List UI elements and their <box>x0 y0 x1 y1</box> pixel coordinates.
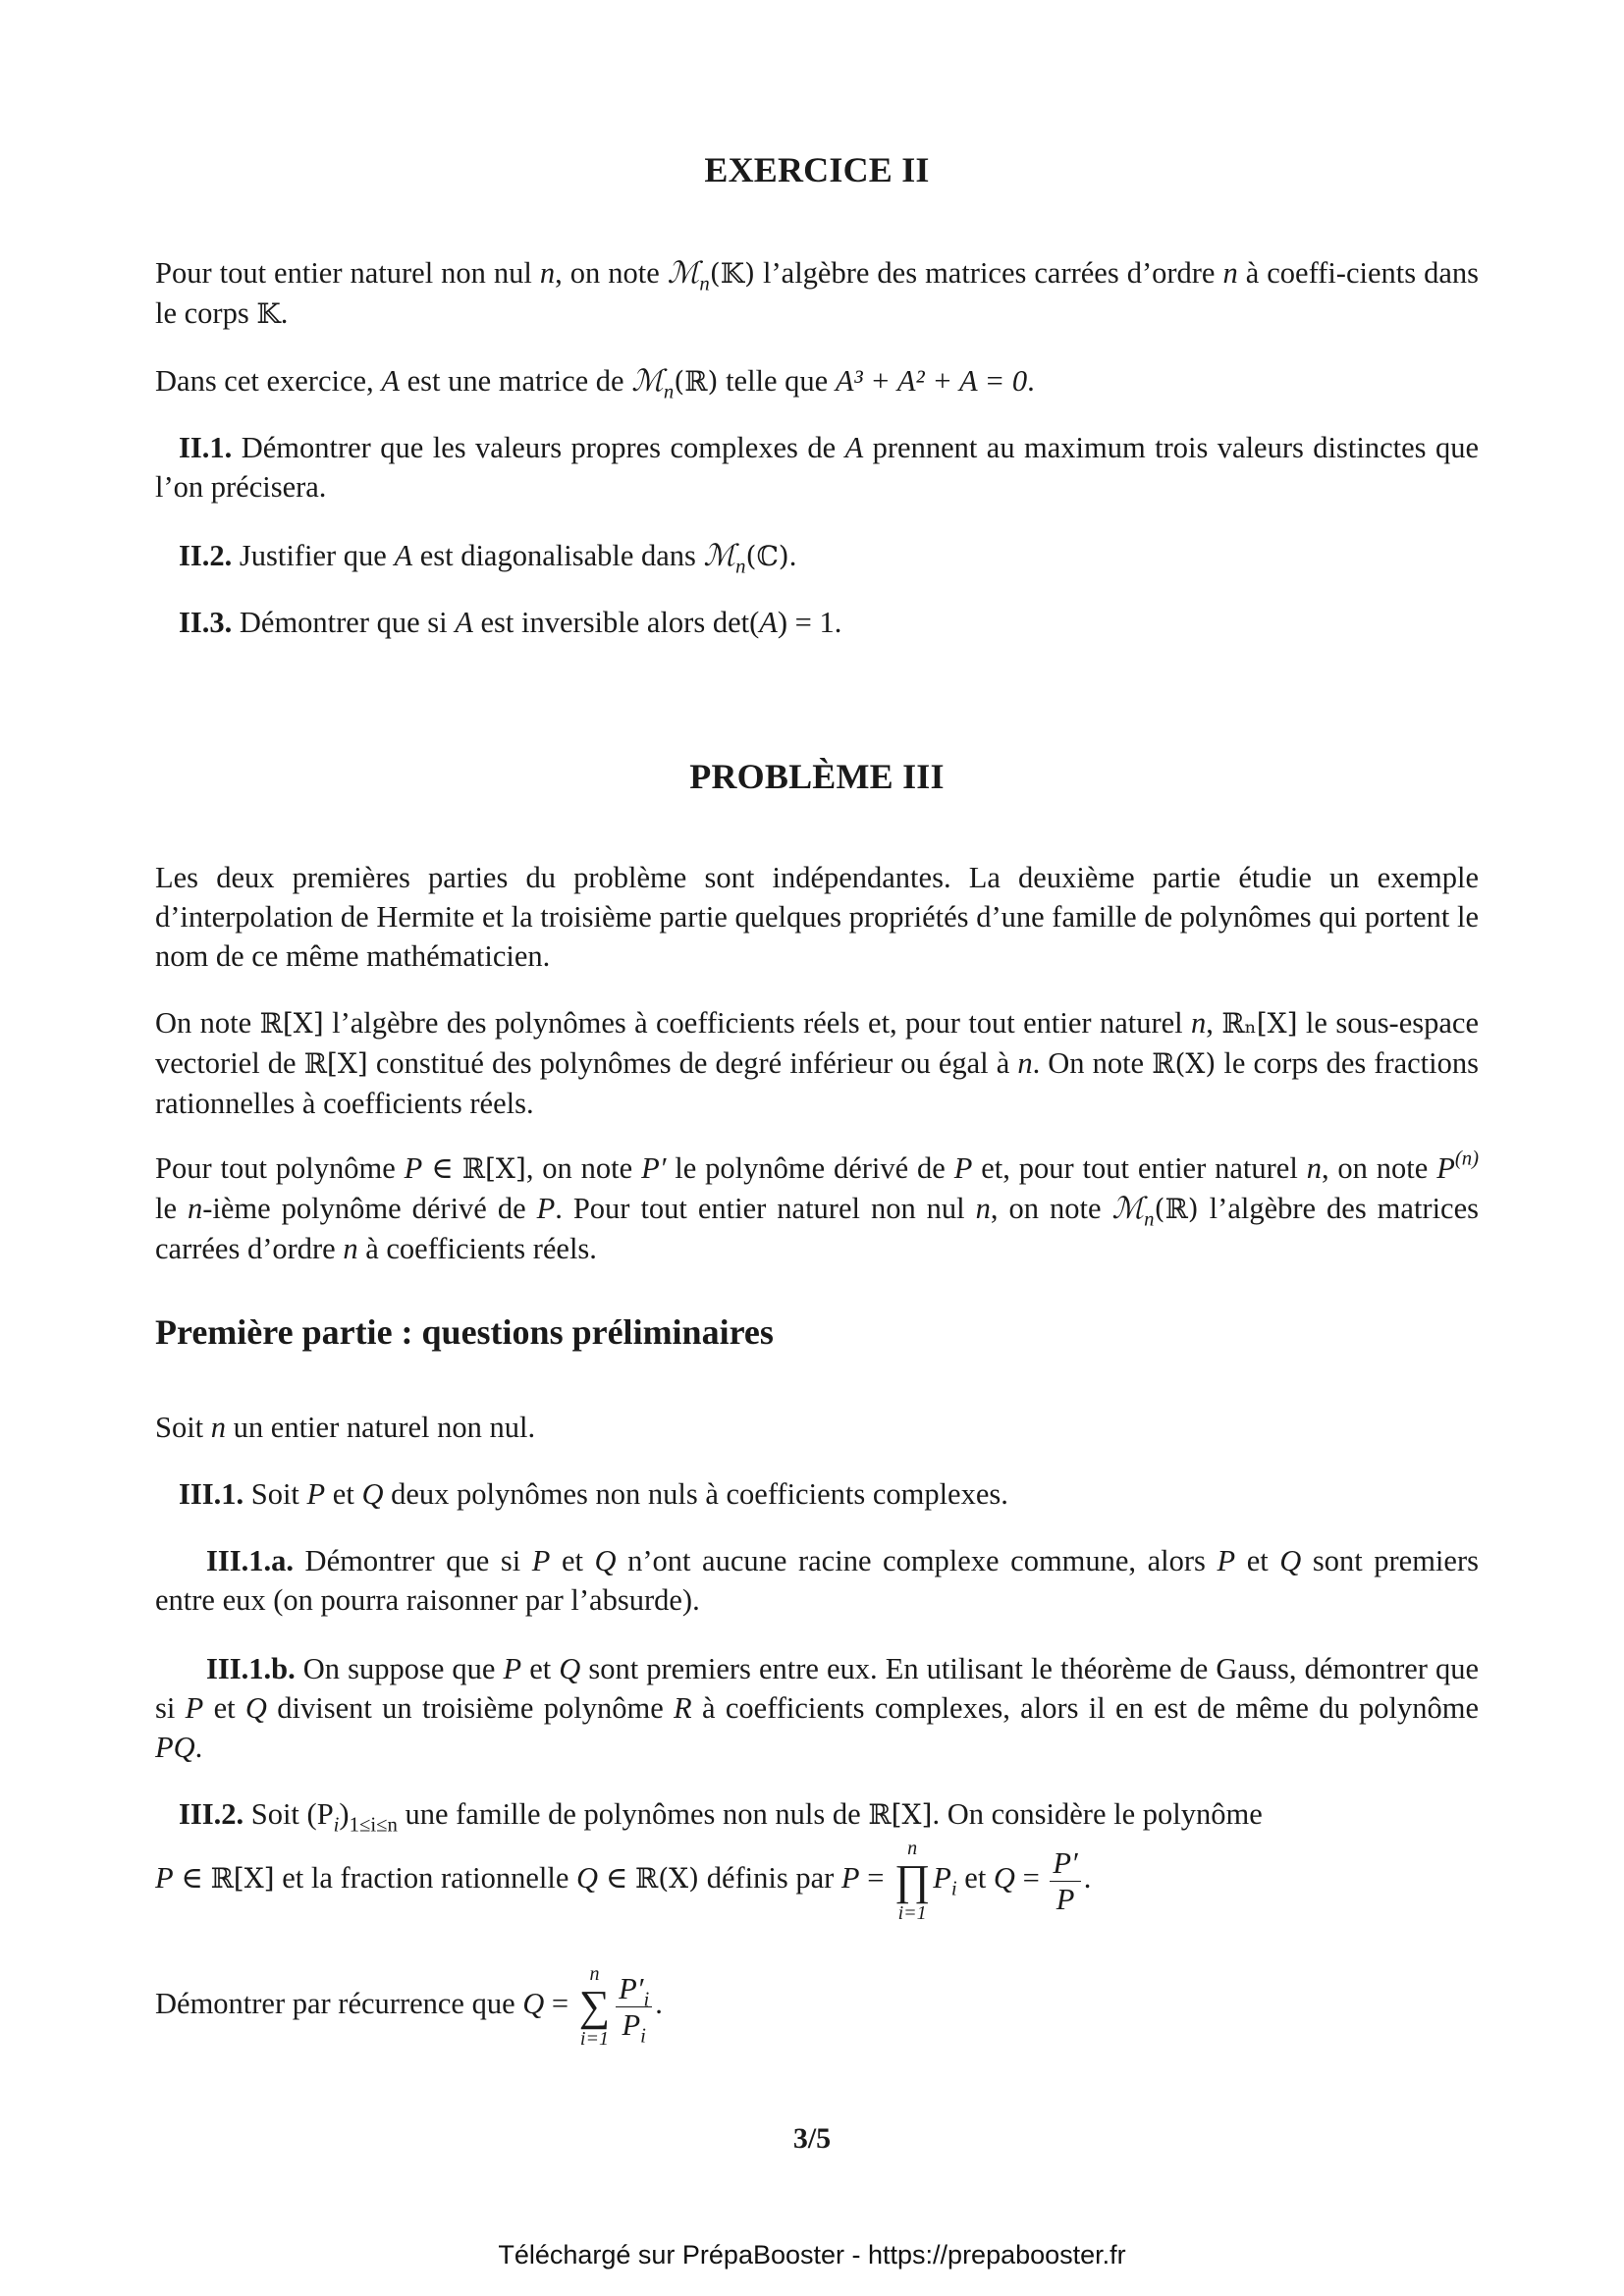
question-III-2-conclusion: Démontrer par récurrence que Q = n ∑ i=1 $\frac{P'_i}{P_i}$ . <box>155 1963 663 2050</box>
question-III-1-b: III.1.b. On suppose que P et Q sont premiers entre eux. En utilisant le théorème de Gauss, démontrer que si P et Q divisent un troisième polynôme R à coefficients complexes, alors il en est de même du polynôme PQ. <box>155 1652 1480 1764</box>
question-label: III.1.b. <box>206 1652 296 1685</box>
exercise-title: EXERCICE II <box>704 150 930 189</box>
page-number: 3/5 <box>792 2122 832 2155</box>
exercise-intro-1: Pour tout entier naturel non nul n, on note ℳ$_n$(𝕂) l’algèbre des matrices carrées d’ordre n à coeffi-cients dans le corps 𝕂. <box>155 256 1480 330</box>
question-III-1-a: III.1.a. Démontrer que si P et Q n’ont aucune racine complexe commune, alors P et Q sont premiers entre eux (on pourra raisonner par l’absurde). <box>155 1544 1479 1617</box>
problem-intro-1: Les deux premières parties du problème sont indépendantes. La deuxième partie étudie un exemple d’interpolation de Hermite et la troisième partie quelques propriétés d’une famille de polynômes qui portent le nom de ce même mathématicien. <box>155 861 1479 973</box>
question-III-2-definition: P ∈ ℝ[X] et la fraction rationnelle Q ∈ ℝ(X) définis par P = n ∏ i=1 $P_i$ et Q = $\frac{P'}{P}$ . <box>155 1838 1092 1924</box>
section-heading: Première partie : questions préliminaires <box>155 1312 774 1352</box>
problem-title: PROBLÈME III <box>689 757 945 796</box>
fraction: $\frac{P'}{P}$ <box>1050 1845 1080 1917</box>
problem-intro-2: On note ℝ[X] l’algèbre des polynômes à coefficients réels et, pour tout entier naturel n, ℝₙ[X] le sous-espace vectoriel de ℝ[X] constitué des polynômes de degré inférieur ou égal à n. On note ℝ(X) le corps des fractions rationnelles à coefficients réels. <box>155 1006 1479 1120</box>
equation: A³ + A² + A = 0 <box>835 364 1028 398</box>
question-III-2: III.2. Soit $(P_i)_{1\le i\le n}$ une famille de polynômes non nuls de ℝ[X]. On considère le polynôme <box>179 1797 1263 1837</box>
question-II-1: II.1. Démontrer que les valeurs propres complexes de A prennent au maximum trois valeurs distinctes que l’on précisera. <box>155 431 1479 504</box>
question-II-3: II.3. Démontrer que si A est inversible alors det(A) = 1. <box>179 606 842 639</box>
download-footer: Téléchargé sur PrépaBooster - https://prepabooster.fr <box>498 2240 1126 2269</box>
question-label: II.3. <box>179 606 233 639</box>
product-operator: n ∏ i=1 <box>894 1838 931 1924</box>
question-label: III.1. <box>179 1477 244 1511</box>
question-III-1: III.1. Soit P et Q deux polynômes non nuls à coefficients complexes. <box>179 1477 1008 1511</box>
question-label: III.1.a. <box>206 1544 294 1577</box>
sum-operator: n ∑ i=1 <box>578 1963 611 2050</box>
problem-intro-3: Pour tout polynôme P ∈ ℝ[X], on note P′ le polynôme dérivé de P et, pour tout entier naturel n, on note $P^{(n)}$ le n-ième polynôme dérivé de P. Pour tout entier naturel non nul n, on note ℳ$_n$(ℝ) l’algèbre des matrices carrées d’ordre n à coefficients réels. <box>155 1148 1480 1265</box>
question-label: III.2. <box>179 1797 244 1831</box>
question-II-2: II.2. Justifier que A est diagonalisable dans ℳ$_n$(ℂ). <box>179 539 797 578</box>
exercise-intro-2: Dans cet exercice, A est une matrice de ℳ$_n$(ℝ) telle que A³ + A² + A = 0. <box>155 364 1035 403</box>
question-label: II.1. <box>179 431 233 464</box>
part1-intro: Soit n un entier naturel non nul. <box>155 1411 536 1444</box>
fraction: $\frac{P'_i}{P_i}$ <box>616 1971 652 2043</box>
question-label: II.2. <box>179 539 233 572</box>
